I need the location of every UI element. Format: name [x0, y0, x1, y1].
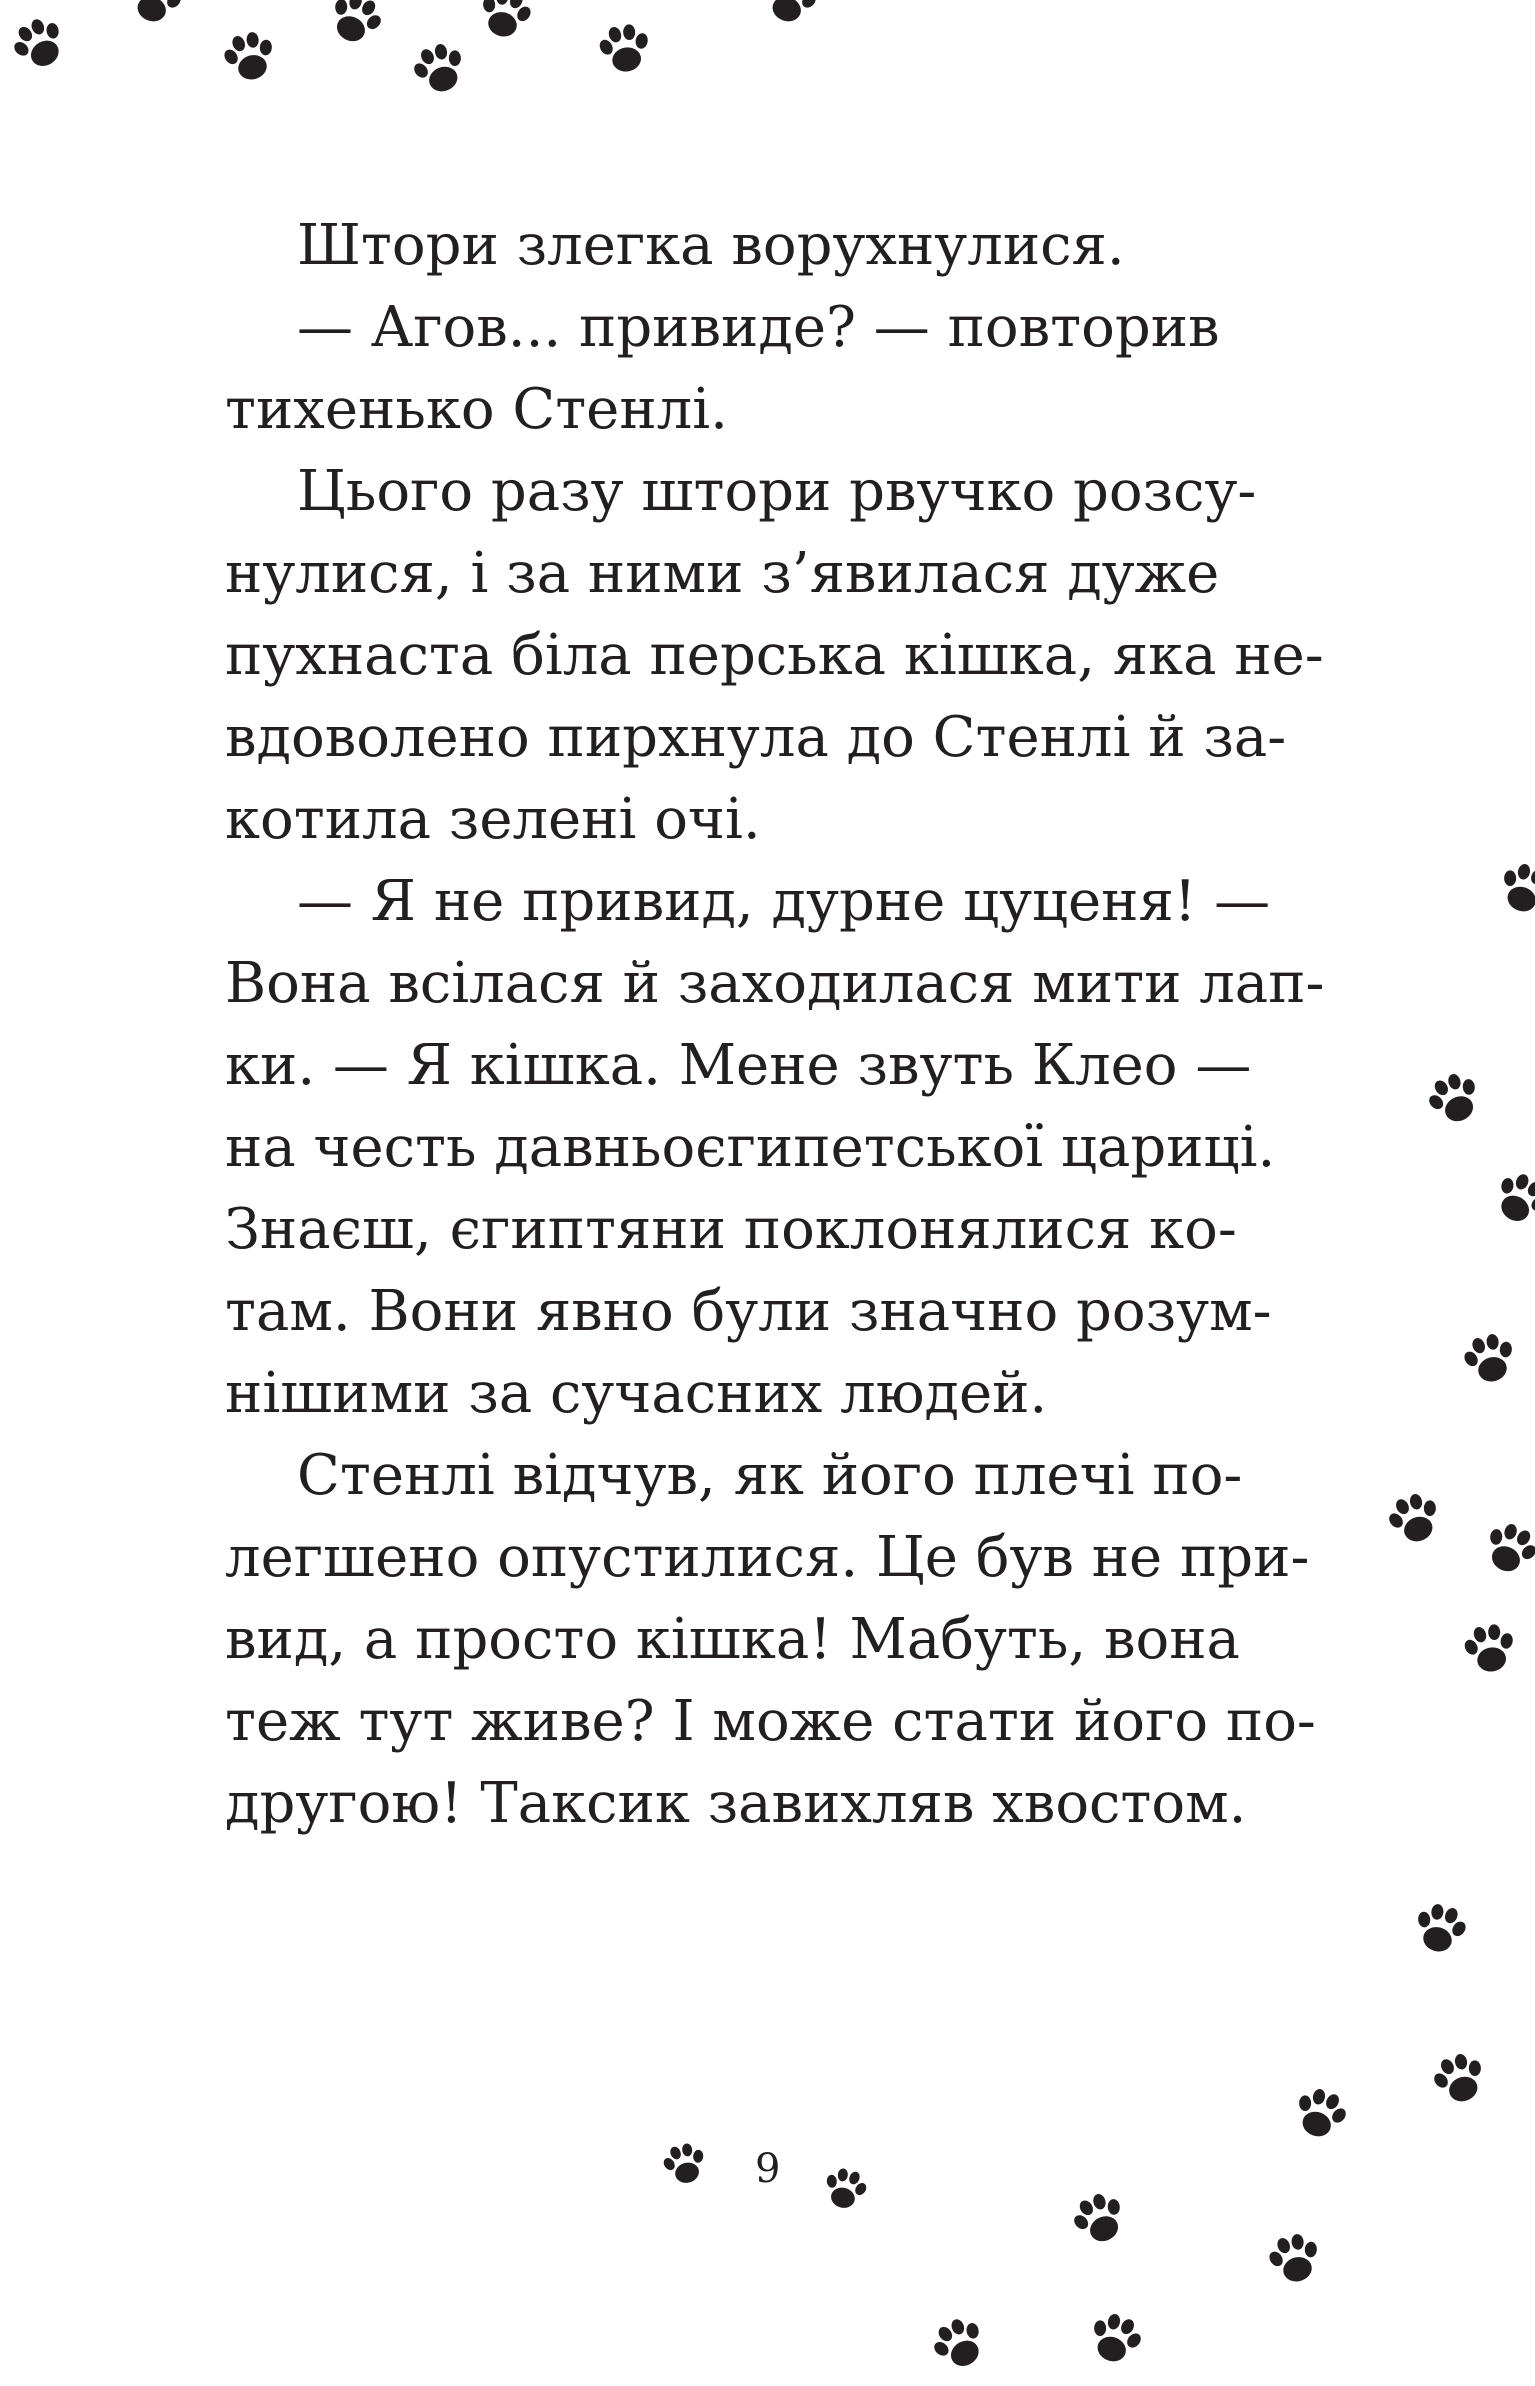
paw-print-icon: [117, 0, 194, 38]
page-footer: [660, 2140, 880, 2220]
paw-print-icon: [468, 0, 541, 52]
text-line: Штори злегка ворухнулися.: [297, 213, 1125, 278]
text-line: пухнаста біла перська кішка, яка не-: [225, 623, 1324, 688]
text-line: котила зелені очі.: [225, 787, 761, 852]
paw-print-icon: [654, 2134, 715, 2195]
paw-print-icon: [1403, 1893, 1476, 1966]
paw-print-icon: [1422, 2042, 1499, 2119]
paw-print-icon: [402, 32, 479, 109]
paw-print-icon: [315, 0, 395, 60]
paw-print-icon: [1060, 2180, 1140, 2260]
text-line: — Агов... привиде? — повторив: [297, 295, 1220, 360]
page-number: 9: [755, 2146, 781, 2192]
paw-print-icon: [1415, 1060, 1495, 1140]
text-line: нулися, і за ними з’явилася дуже: [225, 541, 1220, 606]
paw-print-icon: [1455, 1615, 1525, 1685]
text-line: вдоволено пирхнула до Стенлі й за-: [225, 705, 1287, 770]
text-line: теж тут живе? І може стати його по-: [225, 1689, 1316, 1754]
paw-print-icon: [1453, 1323, 1526, 1396]
paw-print-icon: [1282, 2077, 1359, 2154]
text-line: тихенько Стенлі.: [225, 377, 728, 442]
text-line: Вона всілася й заходилася мити лап-: [225, 951, 1325, 1016]
paw-print-icon: [213, 21, 286, 94]
paw-print-icon: [919, 2304, 1001, 2386]
text-line: ки. — Я кішка. Мене звуть Клео —: [225, 1033, 1252, 1098]
text-line: Цього разу штори рвучко розсу-: [297, 459, 1257, 524]
paw-print-icon: [590, 15, 660, 85]
paw-print-icon: [0, 4, 81, 86]
paw-print-icon: [1377, 1482, 1454, 1559]
text-line: Знаєш, єгиптяни поклонялися ко-: [225, 1197, 1237, 1262]
paw-print-icon: [1479, 1159, 1535, 1241]
text-line: вид, а просто кішка! Мабуть, вона: [225, 1607, 1240, 1672]
text-line: легшено опустилися. Це був не при-: [225, 1525, 1310, 1590]
paw-print-icon: [1077, 2302, 1154, 2379]
text-line: — Я не привид, дурне цуценя! —: [297, 869, 1271, 934]
paw-print-icon: [814, 2159, 875, 2220]
body-text: [225, 205, 1325, 1845]
paw-print-icon: [1258, 2223, 1331, 2296]
text-line: на честь давньоєгипетської цариці.: [225, 1115, 1276, 1180]
paw-print-icon: [1487, 852, 1535, 929]
text-line: Стенлі відчув, як його плечі по-: [297, 1443, 1243, 1508]
text-line: другою! Таксик завихляв хвостом.: [225, 1771, 1247, 1836]
paw-print-icon: [752, 0, 829, 38]
text-line: там. Вони явно були значно розум-: [225, 1279, 1272, 1344]
paw-print-icon: [1470, 1510, 1535, 1590]
text-line: нішими за сучасних людей.: [225, 1361, 1048, 1426]
